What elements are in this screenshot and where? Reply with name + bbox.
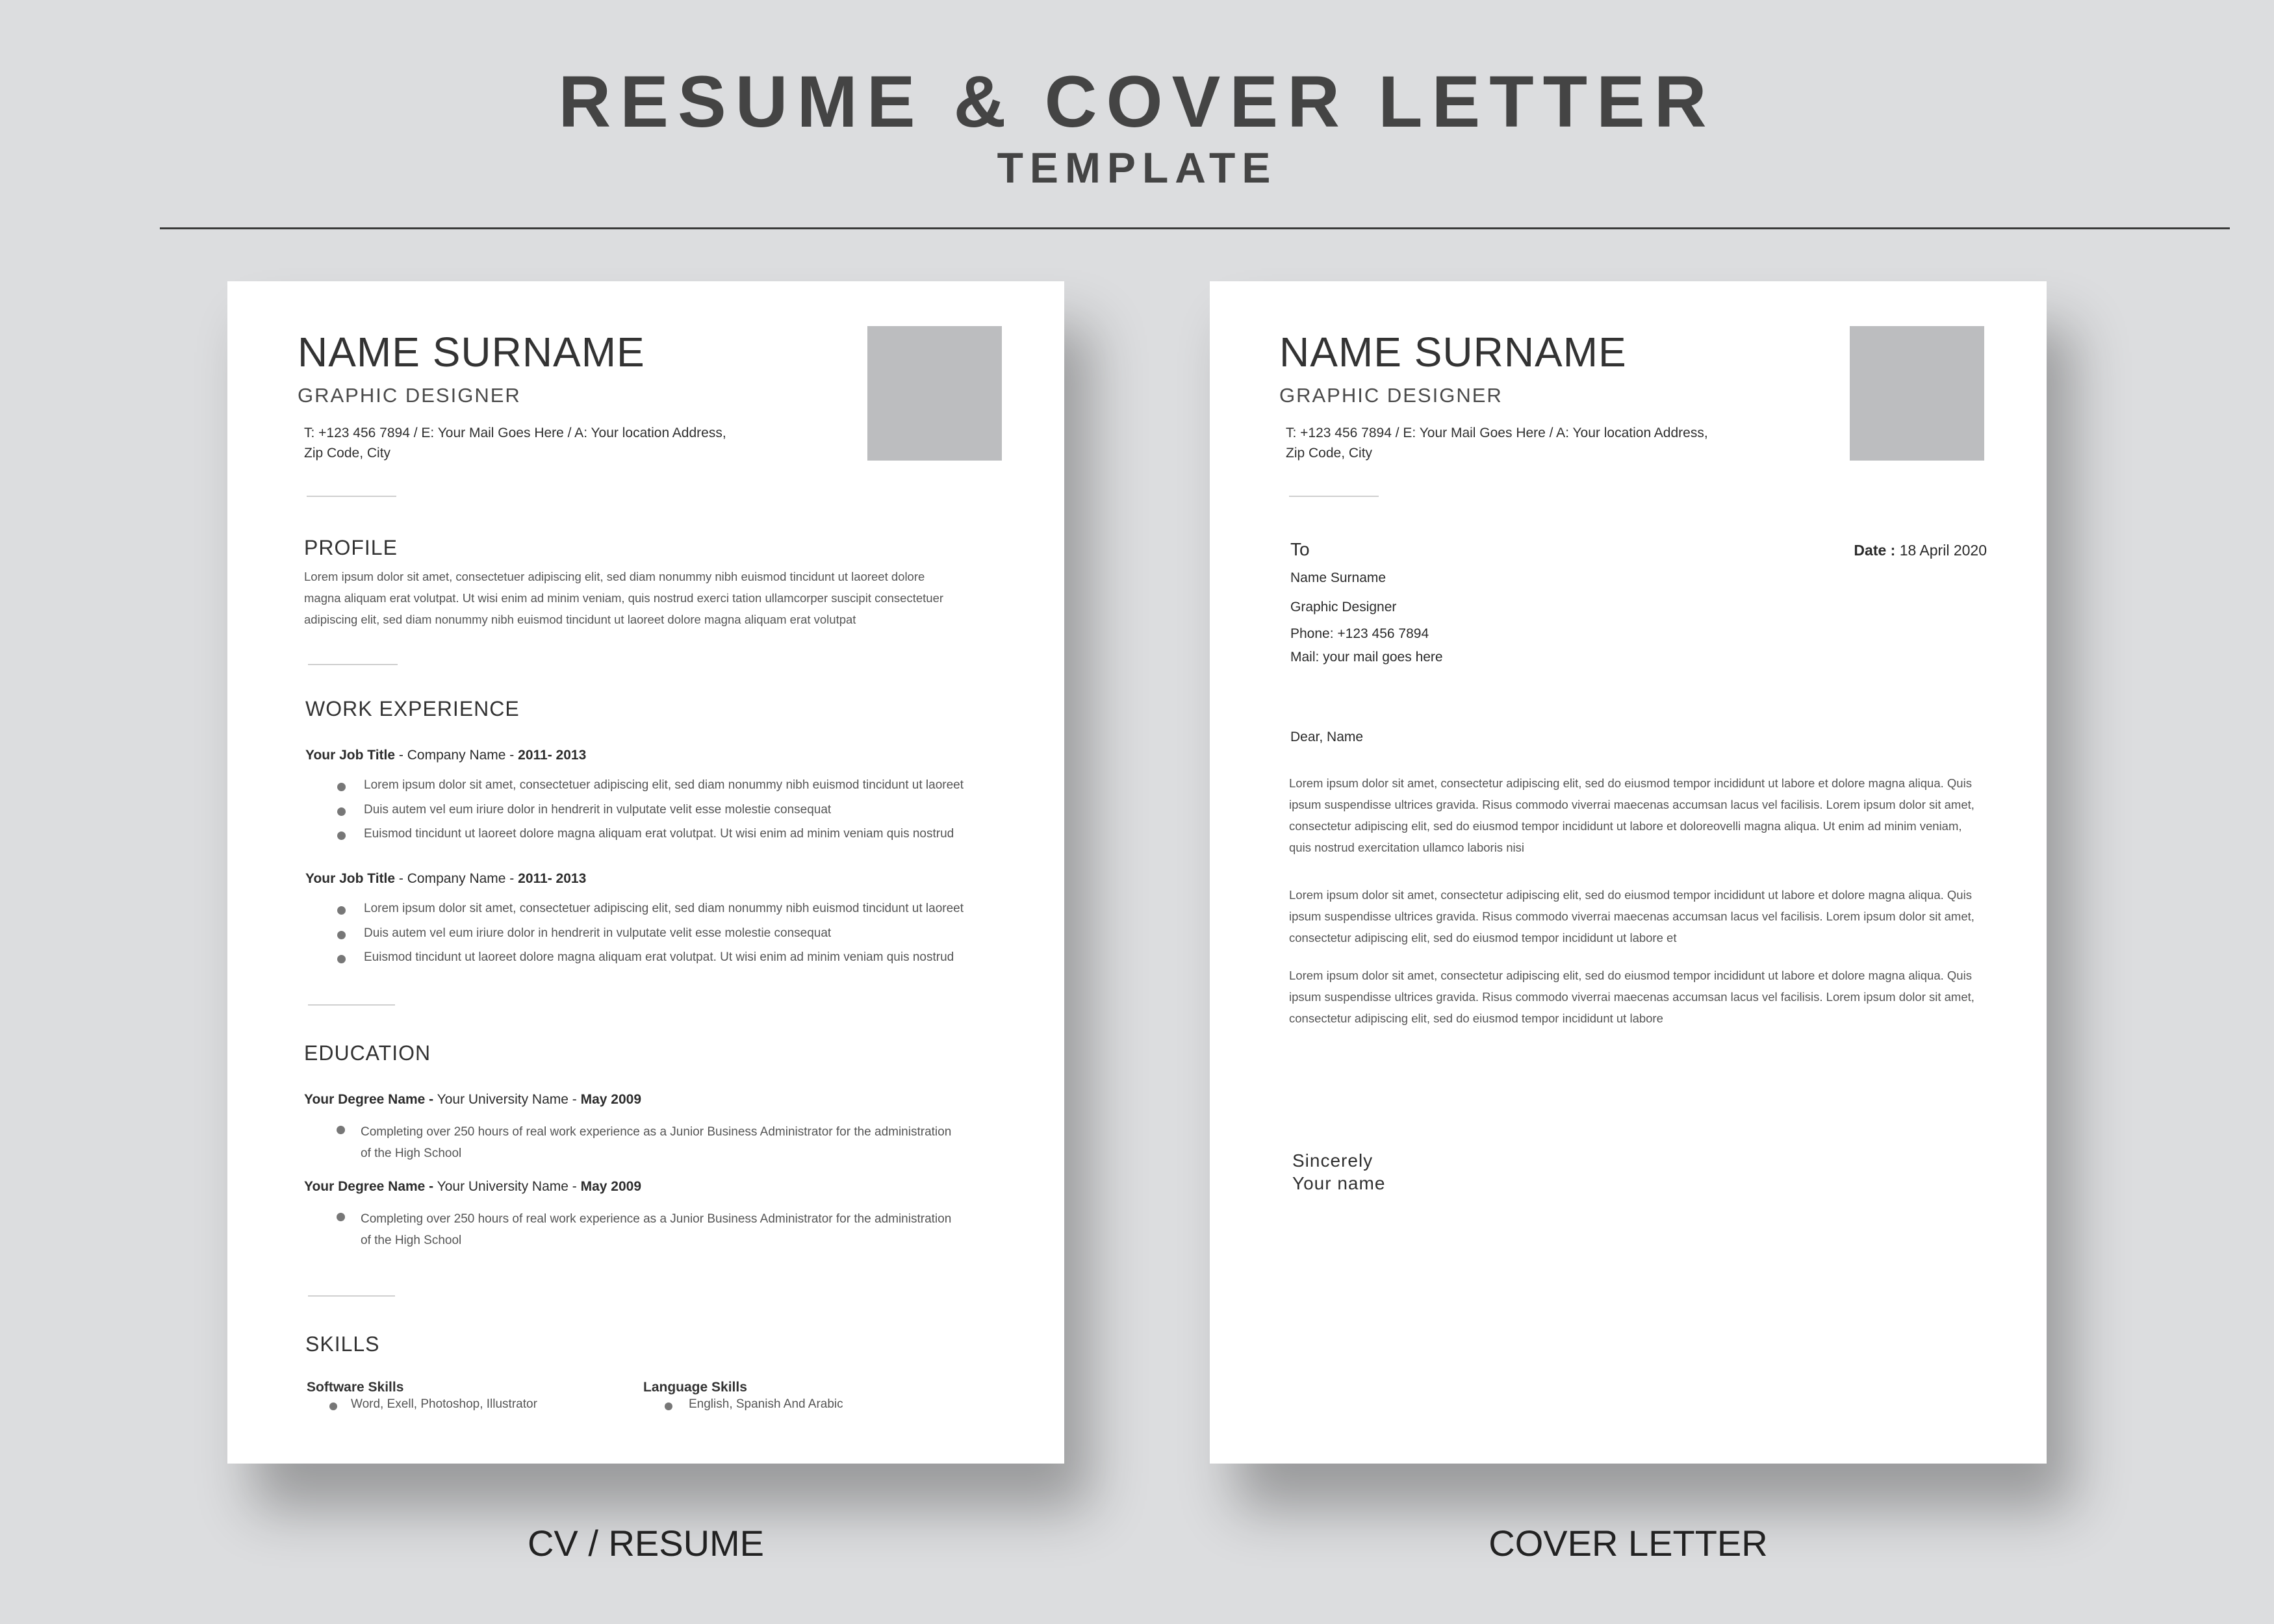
letter-paragraph-line: Lorem ipsum dolor sit amet, consectetur adipiscing elit, sed do eiusmod tempor incididunt ut labore et dolore magna aliqua. Quis — [1289, 969, 1972, 982]
education-bullet — [361, 1208, 951, 1251]
education-bullet-line: of the High School — [361, 1147, 462, 1160]
section-divider — [307, 496, 396, 497]
work-experience-heading: WORK EXPERIENCE — [305, 697, 520, 720]
job-bullet: Lorem ipsum dolor sit amet, consectetuer adipiscing elit, sed diam nonummy nibh euismod tincidunt ut laoreet — [364, 778, 964, 792]
profile-line: Lorem ipsum dolor sit amet, consectetuer adipiscing elit, sed diam nonummy nibh euismod tincidunt ut laoreet dolore — [304, 570, 925, 583]
profile-heading: PROFILE — [304, 536, 398, 559]
letter-contact-line1: T: +123 456 7894 / E: Your Mail Goes Here / A: Your location Address, — [1286, 425, 1708, 440]
job-years: 2011- 2013 — [518, 871, 587, 886]
letter-contact-line2: Zip Code, City — [1286, 446, 1373, 461]
resume-name: NAME SURNAME — [298, 329, 645, 375]
language-skills-heading: Language Skills — [643, 1380, 747, 1395]
job-years: 2011- 2013 — [518, 748, 587, 763]
recipient-phone: Phone: +123 456 7894 — [1290, 626, 1429, 641]
education-date: May 2009 — [580, 1092, 641, 1107]
resume-caption: CV / RESUME — [527, 1523, 765, 1564]
signature-name: Your name — [1292, 1173, 1386, 1193]
skills-heading: SKILLS — [305, 1332, 380, 1356]
education-date: May 2009 — [580, 1179, 641, 1194]
profile-line: adipiscing elit, sed diam nonummy nibh euismod tincidunt ut laoreet dolore magna aliquam erat volutpat — [304, 613, 856, 626]
bullet-dot — [337, 783, 346, 791]
section-divider — [308, 664, 398, 665]
job-bullet: Lorem ipsum dolor sit amet, consectetuer adipiscing elit, sed diam nonummy nibh euismod tincidunt ut laoreet — [364, 902, 964, 915]
section-divider — [1289, 496, 1379, 497]
letter-paragraph — [1289, 965, 1987, 1029]
company-name: - Company Name - — [395, 871, 518, 886]
section-divider — [308, 1295, 395, 1297]
resume-page — [227, 281, 1064, 1464]
language-skills-item: English, Spanish And Arabic — [689, 1397, 843, 1411]
letter-paragraph — [1289, 884, 1987, 948]
letter-job-title: GRAPHIC DESIGNER — [1279, 384, 1503, 407]
education-bullet-line: Completing over 250 hours of real work experience as a Junior Business Administrator for the administration — [361, 1125, 952, 1139]
resume-job-title: GRAPHIC DESIGNER — [298, 384, 521, 407]
bullet-dot — [337, 931, 346, 939]
degree-name: Your Degree Name - — [304, 1179, 434, 1194]
to-label: To — [1290, 539, 1310, 559]
job-bullet: Duis autem vel eum iriure dolor in hendrerit in vulputate velit esse molestie consequat — [364, 926, 832, 940]
job-bullet: Euismod tincidunt ut laoreet dolore magna aliquam erat volutpat. Ut wisi enim ad minim veniam quis nostrud — [364, 950, 954, 964]
education-heading: EDUCATION — [304, 1041, 431, 1065]
job-entry-header — [305, 748, 586, 763]
main-title: RESUME & COVER LETTER — [558, 61, 1716, 142]
letter-paragraph-line: ipsum suspendisse ultrices gravida. Risus commodo viverrai maecenas accumsan lacus vel facilisis. Lorem ipsum dolor sit amet, — [1289, 909, 1974, 923]
cover-letter-page — [1210, 281, 2047, 1464]
resume-contact-line1: T: +123 456 7894 / E: Your Mail Goes Here / A: Your location Address, — [304, 425, 726, 440]
recipient-title: Graphic Designer — [1290, 600, 1397, 615]
resume-contact-line2: Zip Code, City — [304, 446, 391, 461]
job-title: Your Job Title — [305, 871, 396, 886]
software-skills-item: Word, Exell, Photoshop, Illustrator — [351, 1397, 537, 1411]
degree-name: Your Degree Name - — [304, 1092, 434, 1107]
job-bullet: Duis autem vel eum iriure dolor in hendrerit in vulputate velit esse molestie consequat — [364, 803, 832, 817]
salutation: Dear, Name — [1290, 730, 1364, 744]
date-label: Date : — [1854, 542, 1900, 559]
bullet-dot — [337, 807, 346, 816]
letter-paragraph-line: consectetur adipiscing elit, sed do eiusmod tempor incididunt ut labore et doloreovelli magna aliqua. Ut enim ad minim veniam, — [1289, 819, 1962, 833]
university-name: Your University Name - — [433, 1092, 581, 1107]
header-divider — [160, 227, 2230, 229]
letter-paragraph-line: consectetur adipiscing elit, sed do eiusmod tempor incididunt ut labore — [1289, 1011, 1663, 1025]
bullet-dot — [337, 1213, 345, 1221]
education-entry-header — [304, 1092, 641, 1108]
letter-paragraph-line: ipsum suspendisse ultrices gravida. Risus commodo viverrai maecenas accumsan lacus vel facilisis. Lorem ipsum dolor sit amet, — [1289, 798, 1974, 811]
bullet-dot — [337, 831, 346, 840]
letter-name: NAME SURNAME — [1279, 329, 1627, 375]
education-entry-header — [304, 1179, 641, 1195]
education-bullet-line: of the High School — [361, 1234, 462, 1247]
job-title: Your Job Title — [305, 748, 396, 763]
letter-paragraph-line: ipsum suspendisse ultrices gravida. Risus commodo viverrai maecenas accumsan lacus vel facilisis. Lorem ipsum dolor sit amet, — [1289, 990, 1974, 1004]
company-name: - Company Name - — [395, 748, 518, 763]
signoff: Sincerely — [1292, 1150, 1373, 1171]
letter-paragraph-line: consectetur adipiscing elit, sed do eiusmod tempor incididunt ut labore et — [1289, 931, 1677, 945]
section-divider — [308, 1004, 395, 1006]
letter-paragraph-line: Lorem ipsum dolor sit amet, consectetur adipiscing elit, sed do eiusmod tempor incididunt ut labore et dolore magna aliqua. Quis — [1289, 888, 1972, 902]
profile-text — [304, 566, 993, 630]
profile-line: magna aliquam erat volutpat. Ut wisi enim ad minim veniam, quis nostrud exerci tation ullamcorper suscipit consectetuer — [304, 591, 944, 605]
bullet-dot — [329, 1402, 337, 1410]
bullet-dot — [337, 906, 346, 915]
job-entry-header — [305, 871, 586, 887]
bullet-dot — [665, 1402, 672, 1410]
recipient-name: Name Surname — [1290, 570, 1386, 585]
letter-date — [1854, 542, 1987, 559]
software-skills-heading: Software Skills — [307, 1380, 404, 1395]
letter-paragraph-line: quis nostrud exercitation ullamco laboris nisi — [1289, 841, 1524, 854]
resume-contact — [304, 423, 798, 463]
letter-contact — [1286, 423, 1780, 463]
job-bullet: Euismod tincidunt ut laoreet dolore magna aliquam erat volutpat. Ut wisi enim ad minim veniam quis nostrud — [364, 827, 954, 841]
letter-paragraph — [1289, 772, 1987, 858]
cover-letter-caption: COVER LETTER — [1488, 1523, 1768, 1564]
education-bullet — [361, 1121, 951, 1164]
resume-photo-placeholder — [867, 326, 1002, 461]
bullet-dot — [337, 955, 346, 963]
letter-paragraph-line: Lorem ipsum dolor sit amet, consectetur adipiscing elit, sed do eiusmod tempor incididunt ut labore et dolore magna aliqua. Quis — [1289, 776, 1972, 790]
letter-photo-placeholder — [1850, 326, 1984, 461]
date-value: 18 April 2020 — [1899, 542, 1987, 559]
university-name: Your University Name - — [433, 1179, 581, 1194]
recipient-mail: Mail: your mail goes here — [1290, 650, 1443, 665]
bullet-dot — [337, 1126, 345, 1134]
main-subtitle: TEMPLATE — [997, 144, 1277, 192]
education-bullet-line: Completing over 250 hours of real work experience as a Junior Business Administrator for the administration — [361, 1212, 952, 1226]
